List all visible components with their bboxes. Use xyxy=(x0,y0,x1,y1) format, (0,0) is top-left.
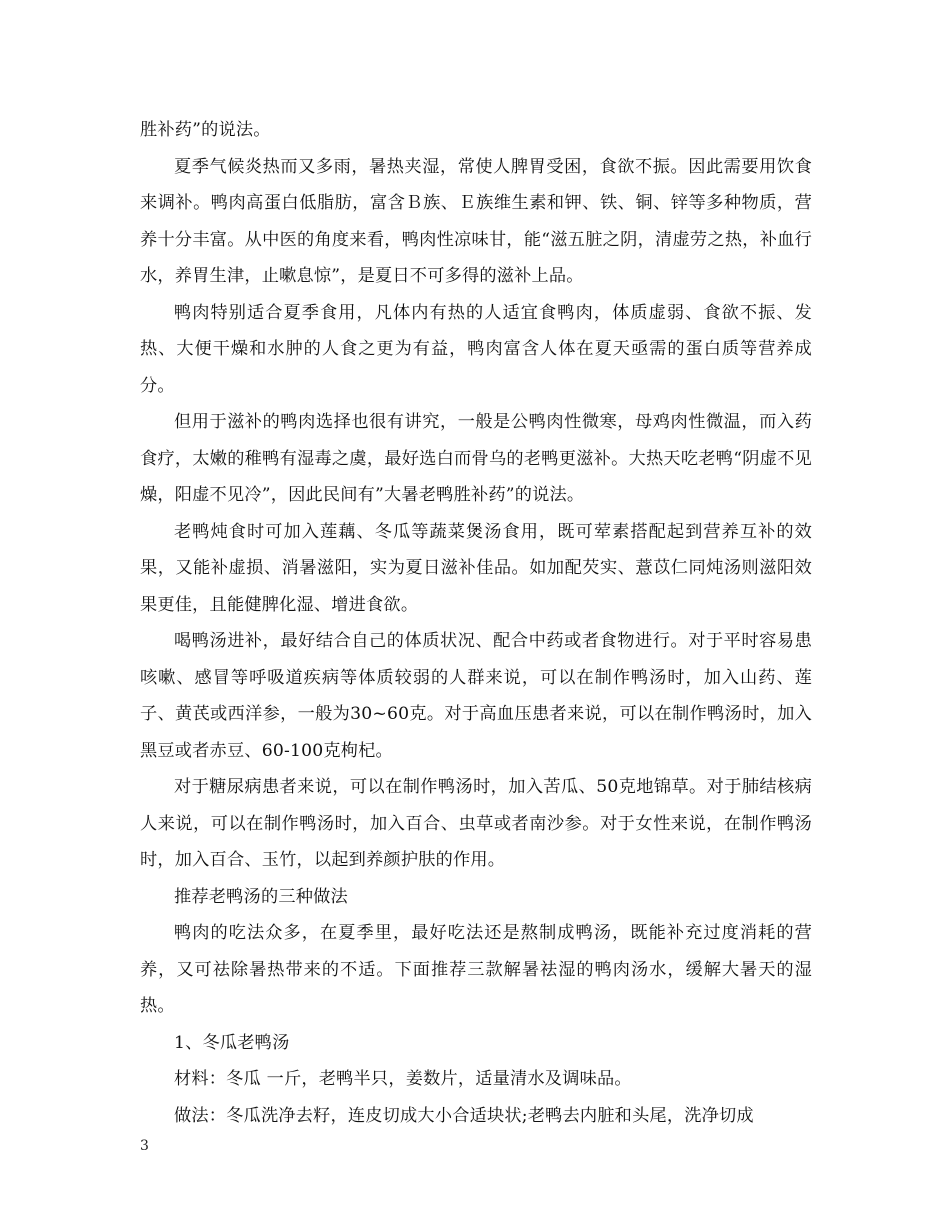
paragraph-duck-suitability: 鸭肉特别适合夏季食用，凡体内有热的人适宜食鸭肉，体质虚弱、食欲不振、发热、大便干燥和水肿的人食之更为有益，鸭肉富含人体在夏天亟需的蛋白质等营养成分。 xyxy=(140,302,812,396)
paragraph-diabetes-advice: 对于糖尿病患者来说，可以在制作鸭汤时，加入苦瓜、50克地锦草。对于肺结核病人来说，可以在制作鸭汤时，加入百合、虫草或者南沙参。对于女性来说，在制作鸭汤时，加入百合、玉竹，以起到养颜护肤的作用。 xyxy=(140,777,812,870)
page-number: 3 xyxy=(140,1138,149,1154)
paragraph-recipe-intro: 鸭肉的吃法众多，在夏季里，最好吃法还是熬制成鸭汤，既能补充过度消耗的营养，又可祛除暑热带来的不适。下面推荐三款解暑祛湿的鸭肉汤水，缓解大暑天的湿热。 xyxy=(140,923,812,1016)
paragraph-continuation: 胜补药”的说法。 xyxy=(140,120,271,140)
recipe-title: 1、冬瓜老鸭汤 xyxy=(174,1032,290,1053)
section-heading: 推荐老鸭汤的三种做法 xyxy=(174,886,348,907)
document-body xyxy=(140,112,812,1134)
paragraph-constitution-advice: 喝鸭汤进补，最好结合自己的体质状况、配合中药或者食物进行。对于平时容易患咳嗽、感冒等呼吸道疾病等体质较弱的人群来说，可以在制作鸭汤时，加入山药、莲子、黄芪或西洋参，一般为30~60克。对于高血压患者来说，可以在制作鸭汤时，加入黑豆或者赤豆、60-100克枸杞。 xyxy=(140,631,812,761)
paragraph-duck-selection: 但用于滋补的鸭肉选择也很有讲究，一般是公鸭肉性微寒，母鸡肉性微温，而入药食疗，太嫩的稚鸭有湿毒之虞，最好选白而骨乌的老鸭更滋补。大热天吃老鸭“阴虚不见燥，阳虚不见冷”，因此民间有”大暑老鸭胜补药”的说法。 xyxy=(140,412,812,505)
paragraph-stew-pairing: 老鸭炖食时可加入莲藕、冬瓜等蔬菜煲汤食用，既可荤素搭配起到营养互补的效果，又能补虚损、消暑滋阳，实为夏日滋补佳品。如加配芡实、薏苡仁同炖汤则滋阳效果更佳，且能健脾化湿、增进食欲。 xyxy=(140,521,812,615)
recipe-method: 做法：冬瓜洗净去籽，连皮切成大小合适块状;老鸭去内脏和头尾，洗净切成 xyxy=(174,1105,754,1126)
recipe-ingredients: 材料：冬瓜 一斤，老鸭半只，姜数片，适量清水及调味品。 xyxy=(174,1069,632,1089)
paragraph-summer-diet: 夏季气候炎热而又多雨，暑热夹湿，常使人脾胃受困，食欲不振。因此需要用饮食来调补。鸭肉高蛋白低脂肪，富含Ｂ族、Ｅ族维生素和钾、铁、铜、锌等多种物质，营养十分丰富。从中医的角度来看，鸭肉性凉味甘，能“滋五脏之阴，清虚劳之热，补血行水，养胃生津，止嗽息惊”，是夏日不可多得的滋补上品。 xyxy=(140,156,812,286)
